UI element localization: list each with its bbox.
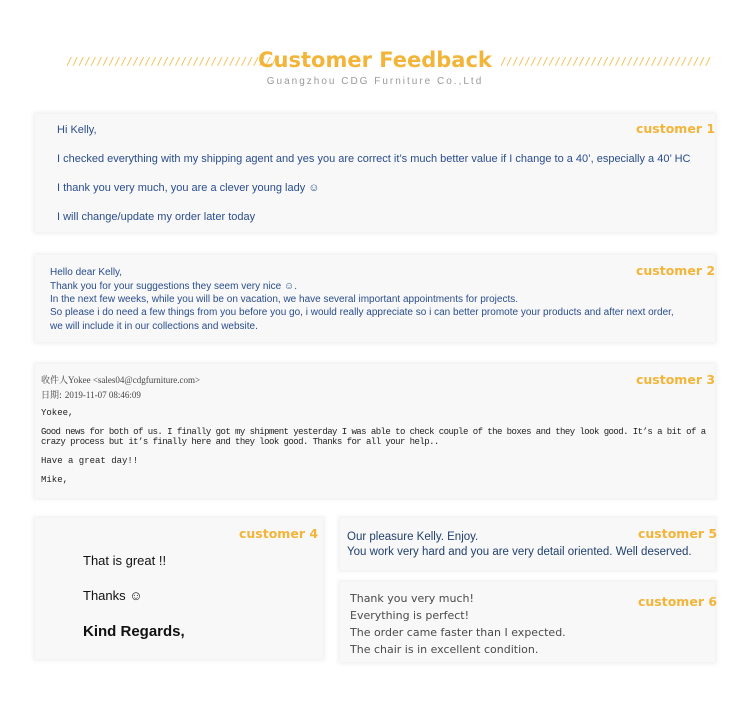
message-line: Thanks ☺ [83,588,143,603]
message-line: I will change/update my order later today [57,211,256,223]
feedback-card-2 [35,255,715,342]
company-subtitle: Guangzhou CDG Furniture Co.,Ltd [266,76,484,87]
email-greeting: Yokee, [41,408,74,418]
message-line: Everything is perfect! [350,609,470,622]
message-line: I checked everything with my shipping agent and yes you are correct it’s much better value if I change to a 40’, especially a 40’ HC [57,153,691,165]
message-line: I thank you very much, you are a clever young lady ☺ [57,182,320,194]
message-line: The chair is in excellent condition. [350,643,539,656]
recipient-label: 收件人 [41,376,69,386]
message-line: That is great !! [83,553,167,568]
page-title: Customer Feedback [258,48,492,72]
feedback-card-1 [35,114,715,232]
customer-tag: customer 5 [638,526,718,541]
email-signature: Mike, [41,475,69,485]
email-body-line: Good news for both of us. I finally got my shipment yesterday I was able to check couple of the boxes and they look good. It’s a bit of a [41,427,706,437]
message-line: In the next few weeks, while you will be on vacation, we have several important appointments for projects. [50,294,519,305]
feedback-card-4 [35,518,323,659]
recipient-value: Yokee <sales04@cdgfurniture.com> [68,375,201,385]
right-hatch-decoration: /////////////////////////////////// [500,55,711,68]
message-line: Hi Kelly, [57,124,97,136]
feedback-card-3 [35,364,715,498]
message-line: Our pleasure Kelly. Enjoy. [347,531,479,543]
left-hatch-decoration: /////////////////////////////////// [66,55,277,68]
message-line: So please i do need a few things from you before you go, i would really appreciate so i can better promote your products and after next order, [50,307,674,318]
customer-tag: customer 2 [636,263,716,278]
feedback-card-6 [340,582,718,662]
message-line: Thank you very much! [350,592,474,605]
message-line: Thank you for your suggestions they seem very nice ☺. [50,281,297,292]
customer-tag: customer 6 [638,594,718,609]
message-line: Kind Regards, [83,623,185,640]
message-line: we will include it in our collections and website. [50,321,258,332]
email-body-line: crazy process but it’s finally here and they look good. Thanks for all your help.. [41,437,439,447]
date-value: 2019-11-07 08:46:09 [64,390,141,400]
customer-tag: customer 4 [239,526,319,541]
feedback-card-5 [340,518,718,570]
message-line: You work very hard and you are very detail oriented. Well deserved. [347,546,692,558]
message-line: Hello dear Kelly, [50,267,123,278]
email-closing: Have a great day!! [41,456,139,466]
message-line: The order came faster than I expected. [350,626,566,639]
date-label: 日期: [41,391,63,401]
customer-tag: customer 1 [636,121,716,136]
customer-tag: customer 3 [636,372,716,387]
